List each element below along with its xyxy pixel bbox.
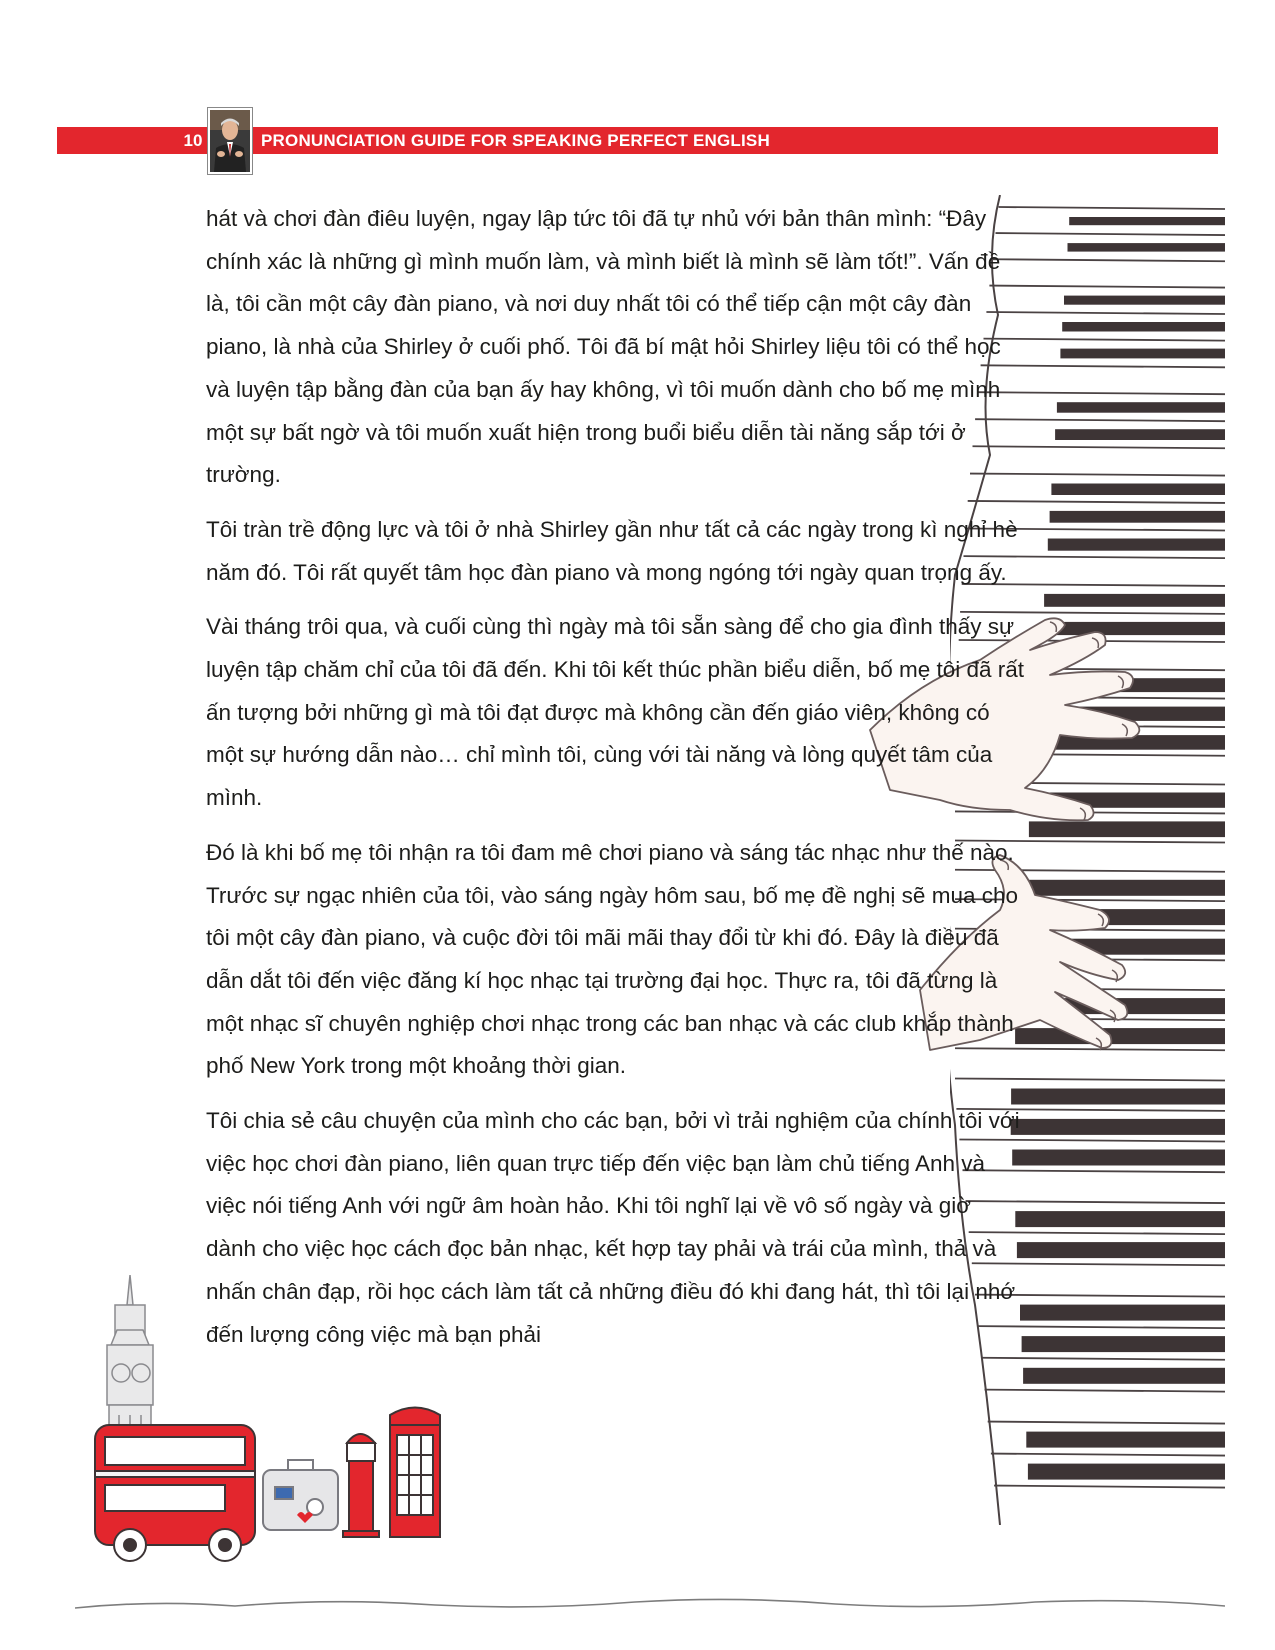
piano-black-key [1017, 1242, 1225, 1258]
author-photo [208, 108, 252, 174]
piano-black-key [1015, 1211, 1225, 1227]
paragraph-1: hát và chơi đàn điêu luyện, ngay lập tức tôi đã tự nhủ với bản thân mình: “Đây chính xác là những gì mình muốn làm, và mình biết là mình sẽ làm tốt!”. Vấn đề là, tôi cần một cây đàn piano, và nơi duy nhất tôi có thể tiếp cận một cây đàn piano, là nhà của Shirley ở cuối phố. Tôi đã bí mật hỏi Shirley liệu tôi có thể học và luyện tập bằng đàn của bạn ấy hay không, vì tôi muốn dành cho bố mẹ mình một sự bất ngờ và tôi muốn xuất hiện trong buổi biểu diễn tài năng sắp tới ở trường. [206, 206, 1001, 488]
piano-white-key-edge [999, 207, 1225, 209]
piano-black-key [1062, 322, 1225, 332]
piano-black-key [1044, 594, 1225, 607]
torn-paper-edge [75, 1590, 1225, 1620]
piano-black-key [1020, 1305, 1225, 1321]
piano-white-key-edge [996, 233, 1226, 235]
postbox-icon [343, 1434, 379, 1537]
piano-black-key [1055, 429, 1225, 440]
piano-black-key [1064, 296, 1225, 305]
piano-black-key [1026, 1432, 1225, 1448]
paragraph-5: Tôi chia sẻ câu chuyện của mình cho các bạn, bởi vì trải nghiệm của chính tôi với việc học chơi đàn piano, liên quan trực tiếp đến việc bạn làm chủ tiếng Anh và việc nói tiếng Anh với ngữ âm hoàn hảo. Khi tôi nghĩ lại về vô số ngày và giờ dành cho việc học cách đọc bản nhạc, kết hợp tay phải và trái của mình, thả và nhấn chân đạp, rồi học cách làm tất cả những điều đó khi đang hát, thì tôi lại nhớ đến lượng công việc mà bạn phải [206, 1108, 1020, 1347]
double-decker-bus-icon [95, 1425, 255, 1561]
page-number: 10 [183, 131, 203, 150]
body-text [206, 198, 1026, 1368]
piano-black-key [1022, 1336, 1225, 1352]
piano-black-key [1012, 1150, 1225, 1166]
piano-white-key-edge [991, 1454, 1225, 1456]
piano-black-key [1050, 511, 1225, 523]
paragraph-4: Đó là khi bố mẹ tôi nhận ra tôi đam mê chơi piano và sáng tác nhạc như thế nào. Trước sự ngạc nhiên của tôi, vào sáng ngày hôm sau, bố mẹ đề nghị sẽ mua cho tôi một cây đàn piano, và cuộc đời tôi mãi mãi thay đổi từ khi đó. Đây là điều đã dẫn dắt tôi đến việc đăng kí học nhạc tại trường đại học. Thực ra, tôi đã từng là một nhạc sĩ chuyên nghiệp chơi nhạc trong các ban nhạc và các club khắp thành phố New York trong một khoảng thời gian. [206, 839, 1018, 1079]
paragraph-3: Vài tháng trôi qua, và cuối cùng thì ngày mà tôi sẵn sàng để cho gia đình thấy sự luyện tập chăm chỉ của tôi đã đến. Khi tôi kết thúc phần biểu diễn, bố mẹ tôi đã rất ấn tượng bởi những gì mà tôi đạt được mà không cần đến giáo viên, không có một sự hướng dẫn nào… chỉ mình tôi, cùng với tài năng và lòng quyết tâm của mình. [206, 614, 1025, 811]
suitcase-icon [263, 1460, 338, 1530]
piano-black-key [1028, 1464, 1225, 1480]
piano-black-key [1057, 402, 1225, 413]
phone-box-icon [390, 1408, 440, 1538]
piano-black-key [1051, 484, 1225, 496]
piano-black-key [1023, 1368, 1225, 1384]
piano-black-key [1060, 349, 1225, 359]
piano-white-key-edge [993, 259, 1226, 261]
piano-black-key [1068, 243, 1226, 252]
piano-white-key-edge [994, 1486, 1225, 1488]
paragraph-2: Tôi tràn trề động lực và tôi ở nhà Shirley gần như tất cả các ngày trong kì nghỉ hè năm đó. Tôi rất quyết tâm học đàn piano và mong ngóng tới ngày quan trọng ấy. [206, 516, 1018, 585]
london-illustration [85, 1275, 495, 1595]
piano-white-key-edge [985, 1390, 1226, 1392]
piano-black-key [1048, 539, 1225, 551]
piano-black-key [1069, 217, 1225, 225]
header-title: PRONUNCIATION GUIDE FOR SPEAKING PERFECT ENGLISH [261, 131, 770, 150]
piano-white-key-edge [988, 1422, 1225, 1424]
